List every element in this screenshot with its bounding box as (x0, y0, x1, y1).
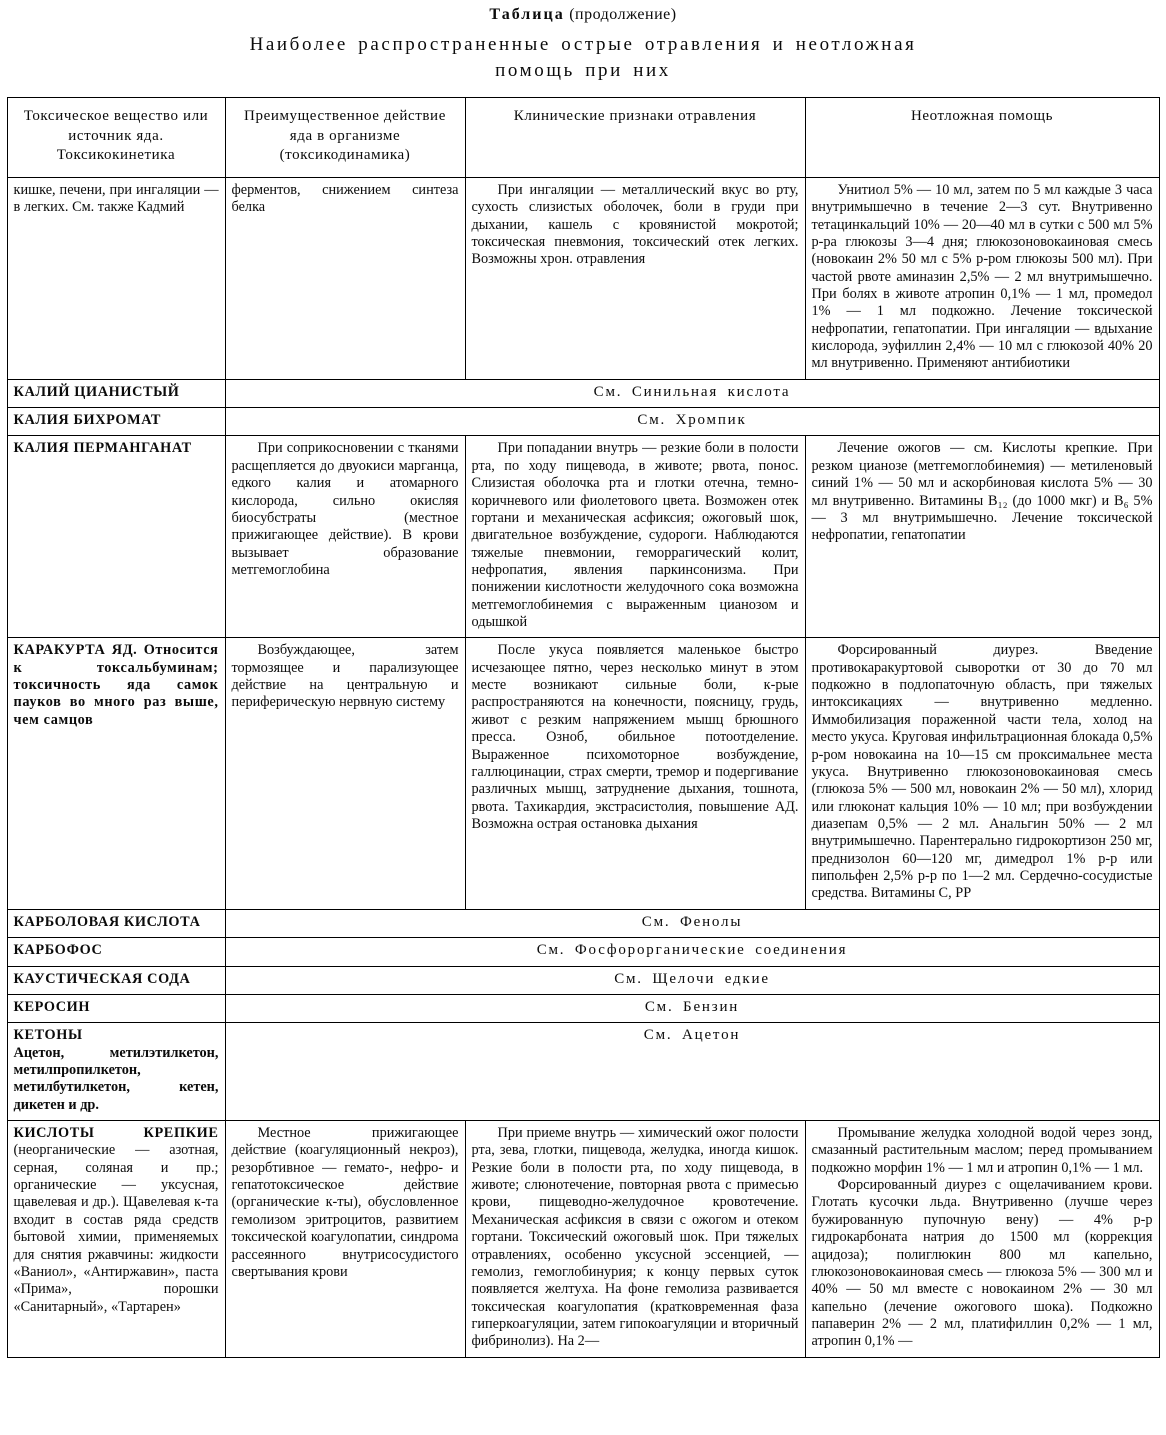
cell-signs (465, 436, 805, 638)
cell-action-text: При соприкосновении с тканями расщепляется до двуокиси марганца, едкого калия и атомарного кислорода, сильно окисляя биосубстраты (местное прижигающее действие). В крови вызывает образование метгемоглобина (231, 440, 459, 578)
cell-signs (465, 638, 805, 909)
cell-substance (7, 1023, 225, 1121)
cell-crossref: См. Ацетон (225, 1023, 1159, 1121)
column-header-action: Преимущественное действие яда в организме (токсикодинамика) (225, 98, 465, 178)
cell-substance: КАЛИЙ ЦИАНИСТЫЙ (7, 379, 225, 407)
entry-name: КЕТОНЫ (13, 1027, 83, 1044)
table-row (7, 638, 1159, 909)
cell-help-text: Унитиол 5% — 10 мл, затем по 5 мл каждые 3 часа внутримышечно в течение 2—3 сут. Внутривенно тетацинкальций 10% — 20—40 мл в сутки с 500 мл 5% р-ра глюкозы 3—4 дня; глюкозоновокаиновая смесь (новокаин 2% 50 мл с 5% р-ром глюкозы 500 мл). При частой рвоте аминазин 2,5% — 2 мл внутримышечно. При болях в животе атропин 0,1% — 1 мл, промедол 1% — 1 мл подкожно. Лечение токсической нефропатии, гепатопатии. При ингаляции — вдыхание кислорода, эуфиллин 2,4% — 10 мл с глюкозой 40% 20 мл внутривенно. Применяют антибиотики (811, 181, 1153, 372)
column-header-substance: Токсическое вещество или источник яда. Токсикокинетика (7, 98, 225, 178)
cell-action-text: Местное прижигающее действие (коагуляционный некроз), резорбтивное — гемато-, нефро- и гепатотоксическое действие (органические к-ты), обусловленное гемолизом эритроцитов, развитием токсической коагулопатии, синдрома рассеянного внутрисосудистого свертывания крови (231, 1125, 459, 1280)
cell-action-text: Возбуждающее, затем тормозящее и парализующее действие на центральную и периферическую нервную систему (231, 642, 459, 711)
poisons-table (7, 97, 1160, 1357)
table-row-crossref (7, 1023, 1159, 1121)
cell-crossref: См. Синильная кислота (225, 379, 1159, 407)
table-row (7, 177, 1159, 379)
column-header-help: Неотложная помощь (805, 98, 1159, 178)
cell-substance: КАУСТИЧЕСКАЯ СОДА (7, 966, 225, 994)
cell-signs (465, 177, 805, 379)
cell-crossref: См. Хромпик (225, 408, 1159, 436)
cell-substance (7, 638, 225, 909)
cell-substance: КАРБОЛОВАЯ КИСЛОТА (7, 909, 225, 937)
cell-substance: кишке, печени, при ингаляции — в легких. См. также Кадмий (7, 177, 225, 379)
table-header-row (7, 98, 1159, 178)
cell-help (805, 436, 1159, 638)
cell-signs (465, 1121, 805, 1358)
cell-crossref: См. Щелочи едкие (225, 966, 1159, 994)
cell-action (225, 638, 465, 909)
cell-action (225, 1121, 465, 1358)
cell-help-text: Форсированный диурез. Введение противокаракуртовой сыворотки от 30 до 70 мл подкожно в подлопаточную область, при тяжелых интоксикациях — внутривенно медленно. Иммобилизация пораженной части тела, холод на место укуса. Круговая инфильтрационная блокада 0,5% р-ром новокаина на 10—15 см проксимальнее места укуса. Внутривенно глюкозоновокаиновая смесь (глюкоза 5% — 500 мл, новокаин 2% — 50 мл), хлорид или глюконат кальция 10% — 10 мл; при возбуждении диазепам 0,5% — 2 мл. Анальгин 50% — 2 мл внутримышечно. Парентерально гидрокортизон 250 мг, преднизолон 60—120 мг, димедрол 1% р-р или пипольфен 2,5% р-р по 1—2 мл. Сердечно-сосудистые средства. Витамины С, РР (811, 642, 1153, 902)
entry-note: Ацетон, метилэтилкетон, метилпропилкетон, метилбутилкетон, кетен, дикетен и др. (13, 1044, 219, 1113)
table-row-crossref (7, 938, 1159, 966)
cell-signs-text: При приеме внутрь — химический ожог полости рта, зева, глотки, пищевода, желудка, иногда кишок. Резкие боли в полости рта, по ходу пищевода, в животе; слюнотечение, повторная рвота с примесью крови, пищеводно-желудочное кровотечение. Механическая асфиксия в связи с ожогом и отеком гортани. Токсический ожоговый шок. При тяжелых отравлениях, особенно уксусной эссенцией, — гемолиз, гемоглобинурия; к концу первых суток появляется желтуха. На фоне гемолиза развивается токсическая коагулопатия (кратковременная фаза гиперкоагуляции, затем гипокоагуляции и вторичный фибринолиз). На 2— (471, 1125, 799, 1350)
table-label-note: (продолжение) (569, 6, 677, 23)
page-title-line1: Наиболее распространенные острые отравления и неотложная (249, 34, 917, 55)
cell-substance: КЕРОСИН (7, 994, 225, 1022)
page-title-line2: помощь при них (495, 59, 671, 81)
cell-crossref: См. Фенолы (225, 909, 1159, 937)
cell-action (225, 436, 465, 638)
entry-name: КАРАКУРТА ЯД. Относится к токсальбуминам; токсичность яда самок пауков во много раз выше, чем самцов (13, 642, 219, 728)
page-title (0, 24, 1166, 87)
entry-name: КИСЛОТЫ КРЕПКИЕ (13, 1125, 219, 1142)
cell-substance (7, 1121, 225, 1358)
cell-help-text-2: Форсированный диурез с ощелачиванием крови. Глотать кусочки льда. Внутривенно (лучше через бужированную пупочную вену) — 4% р-р гидрокарбоната натрия до 1500 мл (коррекция ацидоза); полиглюкин 800 мл капельно, глюкозоновокаиновая смесь — глюкоза 5% — 300 мл и 40% — 50 мл вместе с новокаином 2% — 30 мл капельно (лечение ожогового шока). Подкожно папаверин 2% — 2 мл, платифиллин 0,2% — 1 мл, атропин 0,1% — (811, 1177, 1153, 1350)
cell-substance: КАЛИЯ ПЕРМАНГАНАТ (7, 436, 225, 638)
cell-substance: КАЛИЯ БИХРОМАТ (7, 408, 225, 436)
cell-help (805, 1121, 1159, 1358)
table-row (7, 1121, 1159, 1358)
table-label-word: Таблица (489, 6, 565, 23)
cell-signs-text: При попадании внутрь — резкие боли в полости рта, по ходу пищевода, в животе; рвота, понос. Слизистая оболочка рта и глотки отечна, темно-коричневого или фиолетового цвета. Возможен отек гортани и механическая асфиксия; ожоговый шок, двигательное возбуждение, судороги. Наблюдаются тяжелые пневмонии, геморрагический колит, нефропатия, явления паркинсонизма. При понижении кислотности желудочного сока возможна метгемоглобинемия с выраженным цианозом и одышкой (471, 440, 799, 631)
cell-help-text: Промывание желудка холодной водой через зонд, смазанный растительным маслом; перед промыванием подкожно морфин 1% — 1 мл и атропин 0,1% — 1 мл. (811, 1125, 1153, 1176)
page-header (0, 0, 1166, 87)
cell-help (805, 177, 1159, 379)
cell-substance: КАРБОФОС (7, 938, 225, 966)
table-row-crossref (7, 379, 1159, 407)
table-row-crossref (7, 408, 1159, 436)
table-row (7, 436, 1159, 638)
column-header-signs: Клинические признаки отравления (465, 98, 805, 178)
entry-name-tail: (неорганические — азотная, серная, соляная и пр.; органические — уксусная, щавелевая и др.). Щавелевая к-та входит в состав ряда средств бытовой химии, применяемых для снятия ржавчины: жидкости «Ваниол», «Антиржавин», паста «Прима», порошки «Санитарный», «Тартарен» (13, 1142, 219, 1315)
cell-action: ферментов, снижением синтеза белка (225, 177, 465, 379)
cell-crossref: См. Фосфорорганические соединения (225, 938, 1159, 966)
cell-help-text: Лечение ожогов — см. Кислоты крепкие. При резком цианозе (метгемоглобинемия) — метиленовый синий 1% — 50 мл и аскорбиновая кислота 5% — 30 мл внутривенно. Витамины B₁₂ (до 1000 мкг) и B₆ 5% — 3 мл внутримышечно. Лечение токсической нефропатии, гепатопатии (811, 440, 1153, 544)
table-label (0, 0, 1166, 24)
cell-signs-text: При ингаляции — металлический вкус во рту, сухость слизистых оболочек, боли в груди при дыхании, кашель с кровянистой мокротой; токсическая пневмония, токсический отек легких. Возможны хрон. отравления (471, 181, 799, 268)
table-row-crossref (7, 966, 1159, 994)
cell-crossref: См. Бензин (225, 994, 1159, 1022)
cell-signs-text: После укуса появляется маленькое быстро исчезающее пятно, через несколько минут в этом месте возникают сильные боли, к-рые распространяются на конечности, поясницу, грудь, живот с резким напряжением мышц брюшного пресса. Озноб, обильное потоотделение. Выраженное психомоторное возбуждение, галлюцинации, страх смерти, тремор и подергивание различных мышц, затруднение дыхания, тошнота, рвота. Тахикардия, экстрасистолия, повышение АД. Возможна острая остановка дыхания (471, 642, 799, 832)
table-row-crossref (7, 909, 1159, 937)
table-row-crossref (7, 994, 1159, 1022)
cell-help (805, 638, 1159, 909)
